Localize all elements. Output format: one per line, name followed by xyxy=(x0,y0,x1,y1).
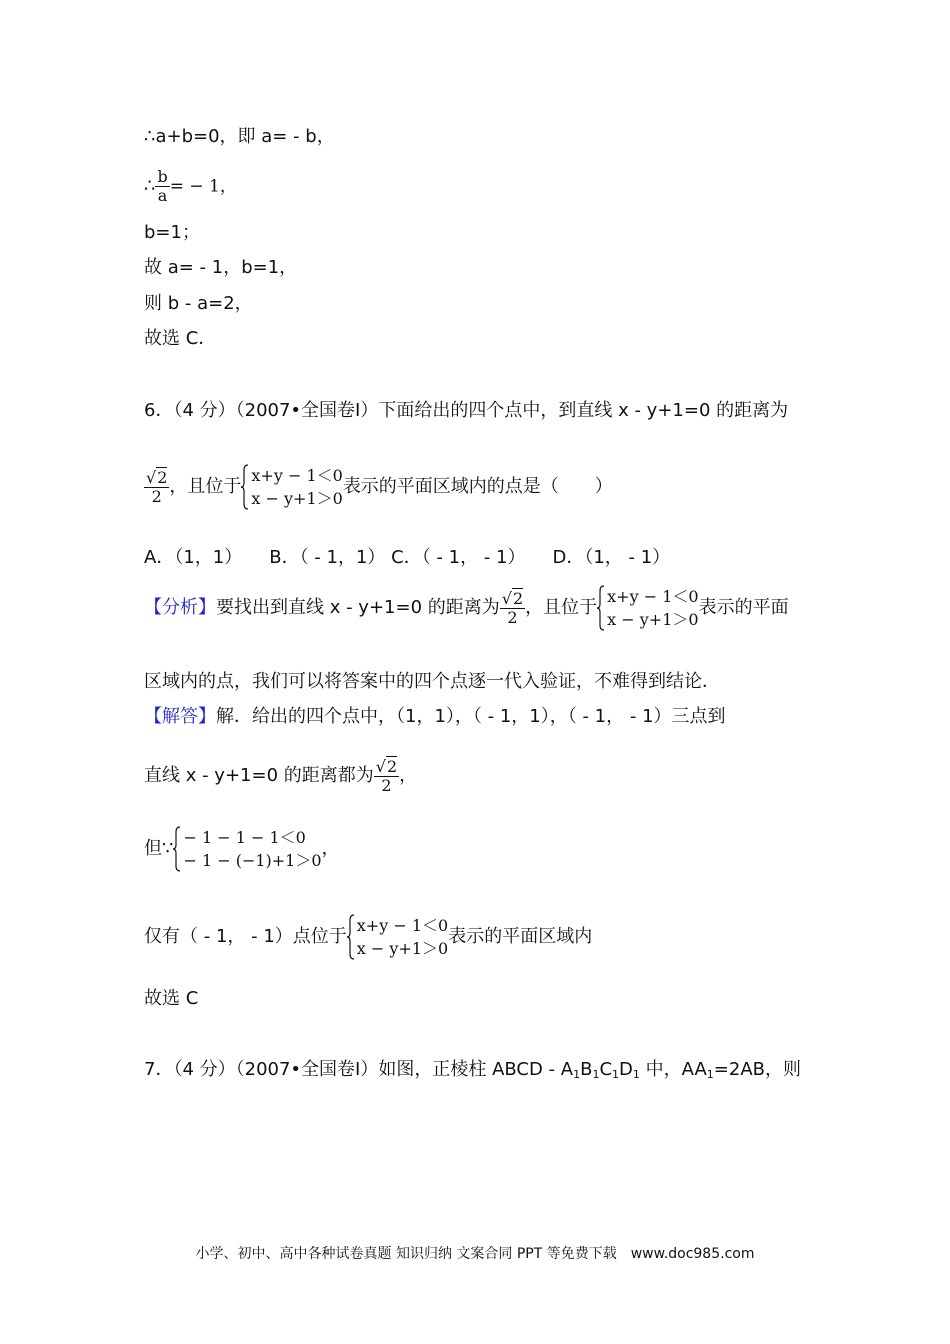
sqrt-numerator: √2 xyxy=(501,588,524,608)
sqrt-numerator: √2 xyxy=(146,467,168,487)
subscript: 1 xyxy=(592,1068,600,1081)
answer-line-2 xyxy=(144,753,417,799)
answer-text: 但∵ xyxy=(144,838,174,859)
inequality-row-2: x − y+1＞0 xyxy=(251,489,343,508)
solution-text: 则 b ‐ a=2， xyxy=(144,293,253,314)
analysis-text: 区域内的点，我们可以将答案中的四个点逐一代入验证，不难得到结论． xyxy=(144,671,720,692)
question-text: B xyxy=(580,1059,593,1080)
substitution-system xyxy=(173,826,321,872)
fraction-denominator: 2 xyxy=(151,486,162,506)
question-6-choices xyxy=(144,546,670,570)
analysis-text: 表示的平面 xyxy=(698,597,789,618)
solution-line-4 xyxy=(144,256,297,280)
inequality-row-1: x+y − 1＜0 xyxy=(251,466,343,485)
answer-only-line xyxy=(144,914,592,960)
substitution-row-1: − 1 − 1 − 1＜0 xyxy=(183,828,306,847)
fraction-b-over-a xyxy=(155,168,169,205)
inequality-system xyxy=(597,585,698,631)
inequality-row-2: x − y+1＞0 xyxy=(356,939,449,958)
solution-line-1 xyxy=(144,125,335,149)
answer-line-1 xyxy=(144,705,726,729)
inequality-system xyxy=(241,464,342,510)
therefore-symbol: ∴ xyxy=(144,175,156,197)
solution-text: b=1； xyxy=(144,222,200,243)
answer-text: ， xyxy=(321,838,340,859)
question-text: C xyxy=(599,1059,613,1080)
analysis-text: 要找出到直线 x ‐ y+1=0 的距离为 xyxy=(216,597,500,618)
answer-text: 直线 x ‐ y+1=0 的距离都为 xyxy=(144,765,374,786)
analysis-text: ，且位于 xyxy=(525,597,598,618)
sqrt2-over-2 xyxy=(374,758,399,795)
answer-text: 表示的平面区域内 xyxy=(448,926,593,947)
answer-text: 故选 C xyxy=(144,988,199,1009)
question-text: =2AB，则 xyxy=(713,1059,801,1080)
inequality-system xyxy=(347,914,448,960)
inequality-row-2: x − y+1＞0 xyxy=(607,610,699,629)
question-text: 中，AA xyxy=(639,1059,707,1080)
fraction-denominator: a xyxy=(157,186,168,205)
subscript: 1 xyxy=(612,1068,620,1081)
solution-text: 故 a= ‐ 1，b=1， xyxy=(144,257,298,278)
answer-final xyxy=(144,987,198,1011)
solution-text: ∴a+b=0，即 a= ‐ b， xyxy=(144,126,335,147)
analysis-tag: 【分析】 xyxy=(144,597,216,618)
answer-text: ， xyxy=(399,765,418,786)
sqrt2-over-2 xyxy=(144,469,169,506)
solution-line-5 xyxy=(144,292,253,316)
question-text: D xyxy=(619,1059,633,1080)
left-brace-icon xyxy=(173,826,181,872)
answer-text: 仅有（ ‐ 1， ‐ 1）点位于 xyxy=(144,926,347,947)
radicand: 2 xyxy=(386,756,398,776)
solution-line-2 xyxy=(144,168,237,205)
subscript: 1 xyxy=(706,1068,714,1081)
question-text: ，且位于 xyxy=(169,476,242,497)
inequality-row-1: x+y − 1＜0 xyxy=(356,916,449,935)
question-7-title xyxy=(144,1058,801,1082)
answer-tag: 【解答】 xyxy=(144,706,216,727)
solution-line-3 xyxy=(144,221,200,245)
page-footer: 小学、初中、高中各种试卷真题 知识归纳 文案合同 PPT 等免费下载 www.doc985.com xyxy=(195,1246,755,1262)
radicand: 2 xyxy=(157,467,168,487)
sqrt2-over-2 xyxy=(500,590,525,627)
solution-line-6 xyxy=(144,327,216,351)
analysis-line-1 xyxy=(144,585,789,631)
inequality-row-1: x+y − 1＜0 xyxy=(607,587,699,606)
solution-text: 故选 C． xyxy=(144,328,217,349)
answer-text: 解．给出的四个点中，（1，1），（ ‐ 1，1），（ ‐ 1， ‐ 1）三点到 xyxy=(216,706,726,727)
left-brace-icon xyxy=(597,585,605,631)
left-brace-icon xyxy=(347,914,355,960)
fraction-denominator: 2 xyxy=(507,607,518,627)
analysis-line-2 xyxy=(144,670,720,694)
sqrt-numerator: √2 xyxy=(375,756,398,776)
question-text: 7．（4 分）（2007•全国卷Ⅰ）如图，正棱柱 ABCD ‐ A xyxy=(144,1059,574,1080)
question-6-title xyxy=(144,399,788,423)
radicand: 2 xyxy=(512,588,524,608)
substitution-row-2: − 1 − (−1)+1＞0 xyxy=(183,851,322,870)
subscript: 1 xyxy=(632,1068,640,1081)
question-text: 6．（4 分）（2007•全国卷Ⅰ）下面给出的四个点中，到直线 x ‐ y+1=0 的距离为 xyxy=(144,400,789,421)
question-text: 表示的平面区域内的点是（ ） xyxy=(342,476,613,497)
left-brace-icon xyxy=(241,464,249,510)
fraction-numerator: b xyxy=(157,167,168,186)
answer-but-line xyxy=(144,826,340,872)
equals-minus-one: = − 1， xyxy=(169,176,237,197)
fraction-denominator: 2 xyxy=(381,775,392,795)
choices-text: A．（1，1） B．（ ‐ 1，1） C．（ ‐ 1， ‐ 1） D．（1， ‐ 1） xyxy=(144,547,671,568)
question-6-line-2 xyxy=(144,464,613,510)
subscript: 1 xyxy=(573,1068,581,1081)
